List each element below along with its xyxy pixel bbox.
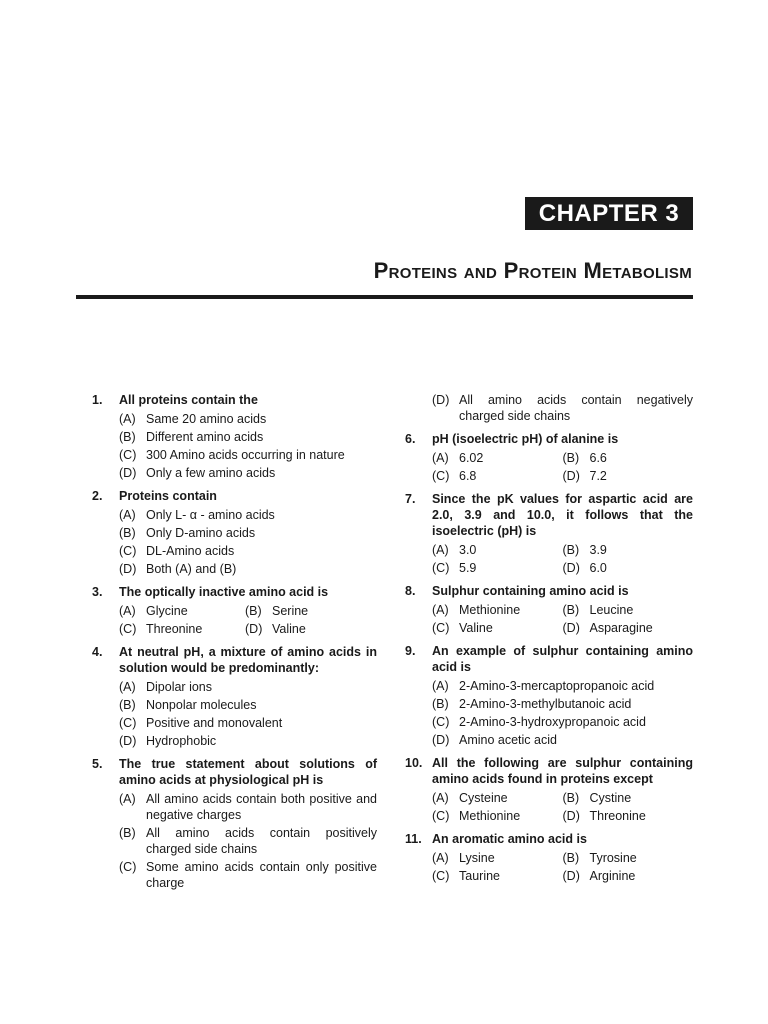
option-text: Only a few amino acids xyxy=(146,466,276,480)
question-stem xyxy=(405,643,693,675)
option-text: 3.9 xyxy=(589,543,607,557)
option-text: Threonine xyxy=(146,622,203,636)
question-text: All proteins contain the xyxy=(119,393,258,407)
question-stem xyxy=(92,488,377,504)
option-text: Threonine xyxy=(589,809,646,823)
option-text: All amino acids contain positively charged side chains xyxy=(146,826,377,856)
question-text: Since the pK values for aspartic acid are 2.0, 3.9 and 10.0, it follows that the isoelectric (pH) is xyxy=(432,492,693,538)
answer-option xyxy=(245,603,377,619)
option-text: Leucine xyxy=(589,603,634,617)
option-letter: (A) xyxy=(119,508,136,522)
option-letter: (B) xyxy=(432,697,449,711)
option-text: 2-Amino-3-mercaptopropanoic acid xyxy=(459,679,655,693)
option-letter: (B) xyxy=(119,826,136,840)
question-number: 9. xyxy=(405,644,416,658)
option-text: 2-Amino-3-methylbutanoic acid xyxy=(459,697,632,711)
question-stem xyxy=(405,755,693,787)
options-grid xyxy=(432,602,693,636)
question-2 xyxy=(92,488,377,577)
option-letter: (D) xyxy=(562,621,580,635)
answer-option xyxy=(119,603,245,619)
option-text: 5.9 xyxy=(459,561,477,575)
option-text: Different amino acids xyxy=(146,430,264,444)
option-text: Nonpolar molecules xyxy=(146,698,257,712)
answer-option xyxy=(432,808,563,824)
options-grid xyxy=(432,450,693,484)
option-letter: (A) xyxy=(432,603,449,617)
option-letter: (C) xyxy=(432,621,450,635)
options-grid xyxy=(432,542,693,576)
answer-option xyxy=(563,542,694,558)
option-letter: (C) xyxy=(432,561,450,575)
options-grid xyxy=(119,603,377,637)
question-8 xyxy=(405,583,693,636)
question-3 xyxy=(92,584,377,637)
option-text: Only D-amino acids xyxy=(146,526,256,540)
answer-option xyxy=(432,678,693,694)
answer-option xyxy=(119,543,377,559)
question-text: At neutral pH, a mixture of amino acids in solution would be predominantly: xyxy=(119,645,377,675)
option-text: Valine xyxy=(459,621,493,635)
answer-option xyxy=(119,859,377,891)
answer-option xyxy=(119,525,377,541)
question-number: 3. xyxy=(92,585,103,599)
option-text: 3.0 xyxy=(459,543,477,557)
answer-option xyxy=(119,507,377,523)
option-letter: (C) xyxy=(119,448,137,462)
question-4 xyxy=(92,644,377,749)
option-letter: (D) xyxy=(245,622,263,636)
answer-option xyxy=(119,429,377,445)
question-number: 2. xyxy=(92,489,103,503)
option-text: Same 20 amino acids xyxy=(146,412,267,426)
option-text: Hydrophobic xyxy=(146,734,217,748)
option-text: DL-Amino acids xyxy=(146,544,235,558)
question-number: 7. xyxy=(405,492,416,506)
question-stem xyxy=(92,584,377,600)
question-stem xyxy=(405,431,693,447)
option-letter: (C) xyxy=(432,715,450,729)
question-stem xyxy=(405,583,693,599)
option-text: Amino acetic acid xyxy=(459,733,557,747)
question-number: 11. xyxy=(405,832,422,846)
answer-option xyxy=(119,697,377,713)
option-text: Arginine xyxy=(589,869,636,883)
answer-option xyxy=(119,447,377,463)
question-stem xyxy=(405,831,693,847)
option-text: 2-Amino-3-hydroxypropanoic acid xyxy=(459,715,646,729)
question-text: An example of sulphur containing amino acid is xyxy=(432,644,693,674)
question-stem xyxy=(405,491,693,539)
answer-option xyxy=(432,450,563,466)
question-9 xyxy=(405,643,693,748)
option-text: Glycine xyxy=(146,604,188,618)
answer-option xyxy=(563,560,694,576)
option-letter: (D) xyxy=(562,561,580,575)
question-11 xyxy=(405,831,693,884)
question-number: 6. xyxy=(405,432,416,446)
question-7 xyxy=(405,491,693,576)
question-text: pH (isoelectric pH) of alanine is xyxy=(432,432,619,446)
option-text: Only L- α - amino acids xyxy=(146,508,275,522)
answer-option xyxy=(432,602,563,618)
question-6 xyxy=(405,431,693,484)
question-text: The optically inactive amino acid is xyxy=(119,585,329,599)
option-text: Lysine xyxy=(459,851,495,865)
answer-option xyxy=(432,696,693,712)
question-10 xyxy=(405,755,693,824)
left-column xyxy=(92,392,377,898)
option-letter: (A) xyxy=(432,451,449,465)
option-text: 300 Amino acids occurring in nature xyxy=(146,448,345,462)
option-letter: (B) xyxy=(562,791,580,805)
answer-option xyxy=(119,465,377,481)
question-number: 4. xyxy=(92,645,103,659)
options-grid xyxy=(432,850,693,884)
option-text: Methionine xyxy=(459,603,521,617)
chapter-label: CHAPTER 3 xyxy=(525,197,693,230)
option-text: Tyrosine xyxy=(589,851,637,865)
question-stem xyxy=(92,756,377,788)
option-text: All amino acids contain both positive and negative charges xyxy=(146,792,377,822)
question-text: Sulphur containing amino acid is xyxy=(432,584,629,598)
question-text: Proteins contain xyxy=(119,489,217,503)
option-text: 6.0 xyxy=(589,561,607,575)
option-letter: (A) xyxy=(119,680,136,694)
question-number: 1. xyxy=(92,393,103,407)
answer-option xyxy=(432,560,563,576)
option-text: Serine xyxy=(272,604,309,618)
option-letter: (C) xyxy=(119,622,137,636)
option-text: Cysteine xyxy=(459,791,508,805)
option-letter: (A) xyxy=(119,412,136,426)
option-letter: (B) xyxy=(562,543,580,557)
option-letter: (D) xyxy=(432,393,450,407)
option-letter: (B) xyxy=(562,603,580,617)
answer-option xyxy=(119,715,377,731)
option-text: Cystine xyxy=(589,791,632,805)
answer-option xyxy=(432,732,693,748)
option-text: Valine xyxy=(272,622,306,636)
answer-option xyxy=(432,620,563,636)
option-letter: (A) xyxy=(432,851,449,865)
option-letter: (C) xyxy=(119,716,137,730)
option-text: 6.6 xyxy=(589,451,607,465)
right-column xyxy=(405,392,693,891)
option-letter: (B) xyxy=(119,430,136,444)
option-text: Positive and monovalent xyxy=(146,716,283,730)
option-letter: (A) xyxy=(432,679,449,693)
answer-option xyxy=(563,468,694,484)
option-letter: (D) xyxy=(562,469,580,483)
question-text: An aromatic amino acid is xyxy=(432,832,587,846)
option-text: Taurine xyxy=(459,869,500,883)
option-letter: (D) xyxy=(562,809,580,823)
option-text: Dipolar ions xyxy=(146,680,213,694)
question-text: All the following are sulphur containing amino acids found in proteins except xyxy=(432,756,693,786)
answer-option xyxy=(563,850,694,866)
answer-option xyxy=(245,621,377,637)
answer-option xyxy=(432,790,563,806)
question-text: The true statement about solutions of amino acids at physiological pH is xyxy=(119,757,377,787)
answer-option xyxy=(119,679,377,695)
answer-option xyxy=(432,850,563,866)
answer-option xyxy=(563,620,694,636)
answer-option xyxy=(119,561,377,577)
question-number: 8. xyxy=(405,584,416,598)
option-letter: (C) xyxy=(432,869,450,883)
question-number: 10. xyxy=(405,756,423,770)
option-letter: (B) xyxy=(245,604,262,618)
option-letter: (D) xyxy=(119,734,137,748)
answer-option xyxy=(432,714,693,730)
option-letter: (D) xyxy=(119,466,137,480)
chapter-title: Proteins and Protein Metabolism xyxy=(373,258,692,283)
option-text: Methionine xyxy=(459,809,521,823)
option-text: Some amino acids contain only positive charge xyxy=(146,860,377,890)
question-5-option-d xyxy=(432,392,693,424)
option-letter: (C) xyxy=(119,544,137,558)
option-text: 6.8 xyxy=(459,469,477,483)
option-letter: (C) xyxy=(432,469,450,483)
answer-option xyxy=(432,542,563,558)
option-letter: (C) xyxy=(119,860,137,874)
question-stem xyxy=(92,644,377,676)
option-letter: (C) xyxy=(432,809,450,823)
answer-option xyxy=(432,868,563,884)
answer-option xyxy=(119,411,377,427)
answer-option xyxy=(563,790,694,806)
question-5 xyxy=(92,756,377,891)
answer-option xyxy=(563,602,694,618)
answer-option xyxy=(119,825,377,857)
option-letter: (A) xyxy=(432,543,449,557)
answer-option xyxy=(119,733,377,749)
option-letter: (D) xyxy=(562,869,580,883)
option-letter: (A) xyxy=(119,792,136,806)
answer-option xyxy=(563,868,694,884)
option-text: 6.02 xyxy=(459,451,484,465)
answer-option xyxy=(119,621,245,637)
option-letter: (B) xyxy=(562,451,580,465)
option-letter: (D) xyxy=(119,562,137,576)
answer-option xyxy=(432,468,563,484)
question-number: 5. xyxy=(92,757,103,771)
question-stem xyxy=(92,392,377,408)
option-letter: (B) xyxy=(562,851,580,865)
answer-option xyxy=(119,791,377,823)
option-text: Asparagine xyxy=(589,621,653,635)
option-letter: (D) xyxy=(432,733,450,747)
title-divider xyxy=(76,295,693,299)
option-letter: (B) xyxy=(119,698,136,712)
option-letter: (A) xyxy=(432,791,449,805)
option-text: All amino acids contain negatively charged side chains xyxy=(459,393,693,423)
option-text: 7.2 xyxy=(589,469,607,483)
question-1 xyxy=(92,392,377,481)
option-letter: (A) xyxy=(119,604,136,618)
options-grid xyxy=(432,790,693,824)
answer-option xyxy=(563,450,694,466)
option-text: Both (A) and (B) xyxy=(146,562,237,576)
answer-option xyxy=(563,808,694,824)
option-letter: (B) xyxy=(119,526,136,540)
